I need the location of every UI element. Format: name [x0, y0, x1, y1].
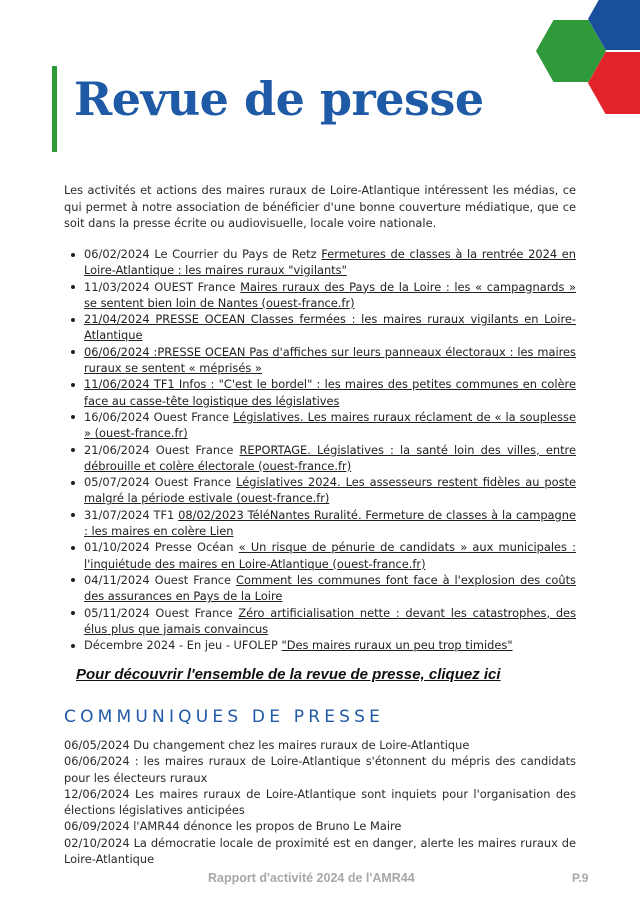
press-item [84, 279, 576, 312]
press-review-list [84, 246, 576, 653]
press-item-link[interactable]: REPORTAGE. Législatives : la santé loin des villes, entre débrouille et colère électorale (ouest-france.fr) [84, 442, 576, 473]
communiques-list [64, 737, 576, 867]
press-item-link[interactable]: Fermetures de classes à la rentrée 2024 en Loire-Atlantique : les maires ruraux "vigilants" [84, 247, 576, 278]
press-item-source: 21/06/2024 Ouest France [84, 442, 240, 457]
title-accent-bar [52, 66, 57, 152]
page-footer: Rapport d'activité 2024 de l'AMR44 [208, 871, 415, 885]
page-number: P.9 [572, 871, 589, 885]
communique-item: 12/06/2024 Les maires ruraux de Loire-Atlantique sont inquiets pour l'organisation des élections législatives anticipées [64, 786, 576, 818]
press-item-link[interactable]: Comment les communes font face à l'explosion des coûts des assurances en Pays de la Loire [84, 572, 576, 604]
press-item-link[interactable]: Zéro artificialisation nette : devant les catastrophes, des élus plus que jamais convaincus [84, 605, 576, 636]
press-item [84, 474, 576, 507]
press-review-link[interactable]: Pour découvrir l'ensemble de la revue de presse, cliquez ici [76, 666, 501, 683]
press-item-link[interactable]: Législatives 2024. Les assesseurs restent fidèles au poste malgré la période estivale (ouest-france.fr) [84, 475, 576, 506]
press-item-link[interactable]: Législatives. Les maires ruraux réclament de « la souplesse » (ouest-france.fr) [84, 409, 577, 441]
press-item [84, 344, 576, 377]
press-item-source: 16/06/2024 Ouest France [84, 409, 234, 424]
communique-item: 06/05/2024 Du changement chez les maires ruraux de Loire-Atlantique [64, 738, 470, 752]
press-item [84, 539, 576, 572]
communique-item: 06/09/2024 l'AMR44 dénonce les propos de Bruno Le Maire [64, 819, 402, 834]
intro-paragraph: Les activités et actions des maires ruraux de Loire-Atlantique intéressent les médias, ce qui permet à notre association de bénéficier d'une bonne couverture médiatique, que ce soit dans la presse écrite ou audiovisuelle, locale voire nationale. [64, 183, 576, 230]
press-item-link[interactable]: « Un risque de pénurie de candidats » aux municipales : l'inquiétude des maires en Loire-Atlantique (ouest-france.fr) [84, 540, 576, 571]
page-title: Revue de presse [74, 72, 484, 126]
press-item-source: Décembre 2024 - En jeu - UFOLEP [84, 638, 282, 653]
press-item [84, 442, 576, 475]
press-item-source: 05/11/2024 Ouest France [84, 605, 239, 620]
press-item [84, 409, 576, 442]
press-item-source: 04/11/2024 Ouest France [84, 572, 237, 587]
communique-item: 02/10/2024 La démocratie locale de proximité est en danger, alerte les maires ruraux de Loire-Atlantique [64, 835, 576, 867]
press-item-link[interactable]: 11/06/2024 TF1 Infos : "C'est le bordel" : les maires des petites communes en colère face au casse-tête logistique des législatives [84, 377, 576, 408]
press-item [84, 572, 576, 605]
press-item [84, 246, 576, 279]
press-item-link[interactable]: "Des maires ruraux un peu trop timides" [281, 638, 513, 653]
press-item-link[interactable]: 06/06/2024 :PRESSE OCEAN Pas d'affiches sur leurs panneaux électoraux : les maires ruraux se sentent « méprisés » [84, 344, 576, 376]
press-item-link[interactable]: 08/02/2023 TéléNantes Ruralité. Fermeture de classes à la campagne : les maires en colère Lien [84, 507, 576, 539]
press-item [84, 376, 576, 409]
press-item-link[interactable]: Maires ruraux des Pays de la Loire : les « campagnards » se sentent bien loin de Nantes (ouest-france.fr) [84, 279, 577, 310]
press-item [84, 311, 576, 344]
communique-item: 06/06/2024 : les maires ruraux de Loire-Atlantique s'étonnent du mépris des candidats pour les électeurs ruraux [64, 754, 576, 785]
press-item-source: 01/10/2024 Presse Océan [84, 540, 239, 555]
communiques-heading: COMMUNIQUES DE PRESSE [64, 707, 385, 727]
press-item [84, 637, 576, 653]
press-item [84, 507, 576, 540]
press-item-link[interactable]: 21/04/2024 PRESSE OCEAN Classes fermées : les maires ruraux vigilants en Loire-Atlantique [84, 312, 576, 343]
press-item-source: 11/03/2024 OUEST France [84, 279, 241, 294]
press-item-source: 05/07/2024 Ouest France [84, 475, 237, 490]
press-item-source: 31/07/2024 TF1 [84, 507, 179, 522]
press-item-source: 06/02/2024 Le Courrier du Pays de Retz [84, 247, 322, 261]
press-item [84, 605, 576, 638]
